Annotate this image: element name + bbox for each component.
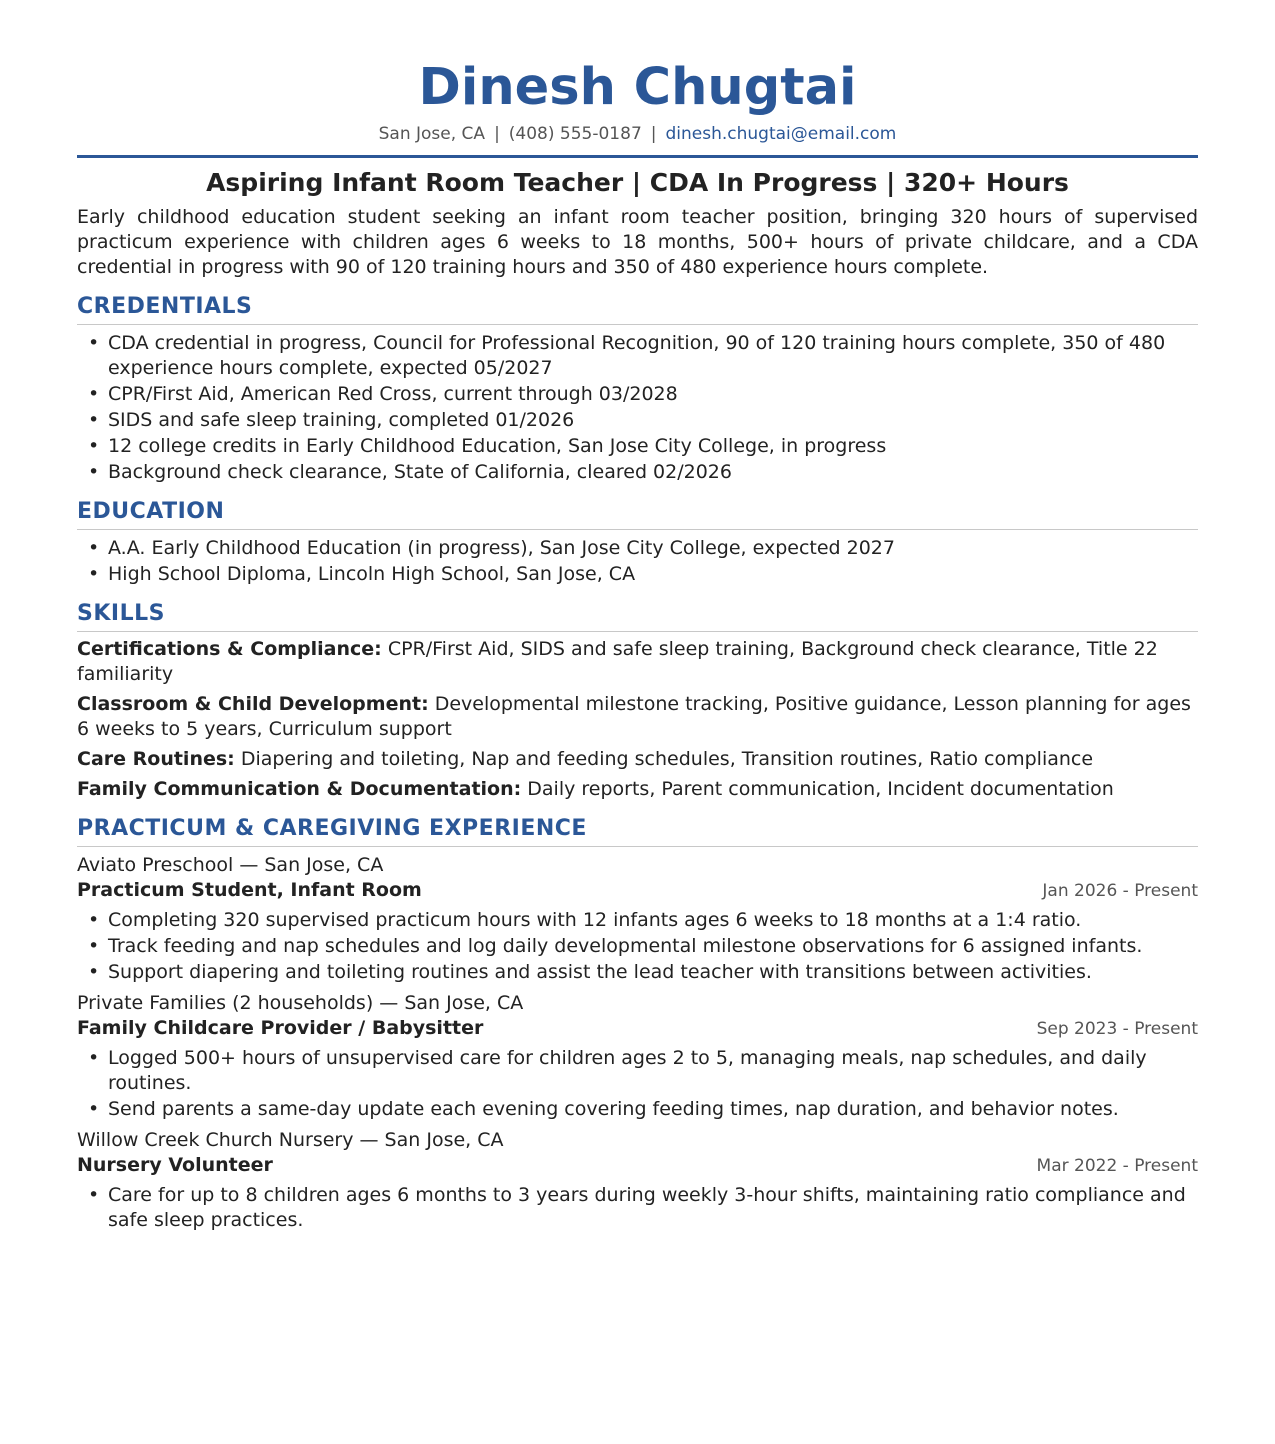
skill-text: Developmental milestone tracking, Positive guidance, Lesson planning for ages 6 weeks to 5 years, Curriculum support [77, 693, 1191, 740]
contact-email-link[interactable]: dinesh.chugtai@email.com [665, 124, 897, 144]
skill-group [77, 747, 1198, 772]
job-bullets [77, 908, 1198, 985]
headline: Aspiring Infant Room Teacher | CDA In Progress | 320+ Hours [206, 168, 1069, 197]
job-role-line [77, 1016, 1198, 1042]
list-item: • CPR/First Aid, American Red Cross, current through 03/2028 [77, 382, 1198, 407]
list-item: • Logged 500+ hours of unsupervised care for children ages 2 to 5, managing meals, nap schedules, and daily routines. [77, 1046, 1198, 1096]
job-organization: Aviato Preschool — San Jose, CA [77, 854, 384, 876]
job-bullets [77, 1183, 1198, 1233]
list-item: • Background check clearance, State of California, cleared 02/2026 [77, 460, 1198, 485]
list-item: • Support diapering and toileting routines and assist the lead teacher with transitions between activities. [77, 960, 1198, 985]
skill-group [77, 692, 1198, 742]
list-item: • CDA credential in progress, Council for Professional Recognition, 90 of 120 training hours complete, 350 of 480 experience hours complete, expected 05/2027 [77, 331, 1198, 381]
job-role: Family Childcare Provider / Babysitter [77, 1017, 484, 1039]
skills-heading: SKILLS [77, 600, 1198, 632]
contact-separator: | [650, 124, 657, 144]
candidate-name: Dinesh Chugtai [418, 58, 857, 117]
list-item: • Send parents a same-day update each evening covering feeding times, nap duration, and behavior notes. [77, 1097, 1198, 1122]
job-organization: Private Families (2 households) — San Jose, CA [77, 992, 524, 1014]
list-item: • Track feeding and nap schedules and log daily developmental milestone observations for 6 assigned infants. [77, 934, 1198, 959]
skill-label: Family Communication & Documentation: [77, 778, 522, 800]
contact-phone: (408) 555-0187 [508, 124, 642, 144]
job-entry [77, 990, 1198, 1122]
credentials-heading: CREDENTIALS [77, 293, 1198, 325]
job-role-line [77, 878, 1198, 904]
job-dates: Sep 2023 - Present [1036, 1019, 1198, 1039]
skill-label: Classroom & Child Development: [77, 693, 429, 715]
skill-text: Diapering and toileting, Nap and feeding schedules, Transition routines, Ratio compliance [240, 748, 1094, 770]
credentials-list [77, 331, 1198, 485]
job-role: Nursery Volunteer [77, 1154, 273, 1176]
list-item: • Care for up to 8 children ages 6 months to 3 years during weekly 3-hour shifts, maintaining ratio compliance and safe sleep practices. [77, 1183, 1198, 1233]
job-bullets [77, 1046, 1198, 1122]
contact-location: San Jose, CA [378, 124, 486, 144]
job-dates: Jan 2026 - Present [1042, 881, 1198, 901]
experience-heading: PRACTICUM & CAREGIVING EXPERIENCE [77, 815, 1198, 847]
summary-paragraph: Early childhood education student seeking an infant room teacher position, bringing 320 hours of supervised practicum experience with children ages 6 weeks to 18 months, 500+ hours of private childcare, and a CDA credential in progress with 90 of 120 training hours and 350 of 480 experience hours complete. [77, 206, 1198, 278]
education-heading: EDUCATION [77, 498, 1198, 530]
education-list [77, 536, 1198, 587]
contact-separator: | [494, 124, 500, 144]
job-entry [77, 852, 1198, 985]
list-item: • SIDS and safe sleep training, completed 01/2026 [77, 408, 1198, 433]
list-item: • 12 college credits in Early Childhood Education, San Jose City College, in progress [77, 434, 1198, 459]
skill-group [77, 637, 1198, 687]
skill-text: Daily reports, Parent communication, Incident documentation [527, 778, 1114, 800]
skill-text: CPR/First Aid, SIDS and safe sleep training, Background check clearance, Title 22 familiarity [77, 638, 1158, 685]
list-item: • A.A. Early Childhood Education (in progress), San Jose City College, expected 2027 [77, 536, 1198, 561]
skill-group [77, 777, 1198, 802]
contact-line [77, 121, 1198, 147]
job-role-line [77, 1153, 1198, 1179]
job-entry [77, 1127, 1198, 1233]
job-role: Practicum Student, Infant Room [77, 879, 422, 901]
list-item: • High School Diploma, Lincoln High School, San Jose, CA [77, 562, 1198, 587]
job-dates: Mar 2022 - Present [1036, 1156, 1198, 1176]
skill-label: Certifications & Compliance: [77, 638, 382, 660]
skill-label: Care Routines: [77, 748, 235, 770]
list-item: • Completing 320 supervised practicum hours with 12 infants ages 6 weeks to 18 months at a 1:4 ratio. [77, 908, 1198, 933]
header-divider [77, 155, 1198, 158]
job-organization: Willow Creek Church Nursery — San Jose, CA [77, 1129, 504, 1151]
